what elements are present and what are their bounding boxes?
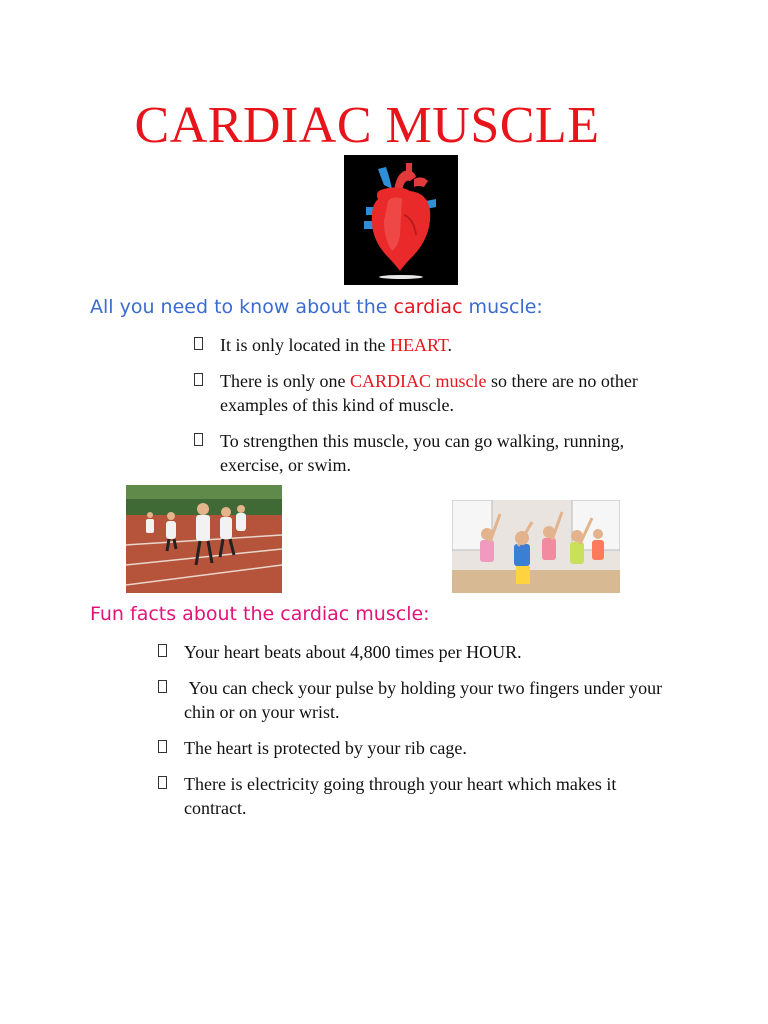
bullet-box-icon <box>158 644 167 657</box>
section-heading-fun-facts: Fun facts about the cardiac muscle: <box>90 603 430 625</box>
list-item <box>194 369 664 417</box>
list-item-text: There is electricity going through your heart which makes it contract. <box>184 774 617 818</box>
list-item-text: . <box>447 335 453 355</box>
bullet-box-icon <box>194 337 203 350</box>
list-item <box>194 429 664 477</box>
bullet-box-icon <box>158 740 167 753</box>
heart-illustration <box>344 155 458 285</box>
section-heading-know <box>90 296 543 318</box>
list-item-text: so there are no other examples of this kind of muscle. <box>220 371 638 415</box>
list-item-text: To strengthen this muscle, you can go walking, running, exercise, or swim. <box>220 431 625 475</box>
bullet-box-icon <box>194 433 203 446</box>
list-item-highlight: CARDIAC muscle <box>349 371 487 391</box>
list-item <box>158 676 668 724</box>
list-item <box>158 772 668 820</box>
list-item-text: It is only located in the <box>220 335 390 355</box>
fun-facts-list <box>158 640 668 832</box>
list-item <box>158 736 668 760</box>
heading-highlight: cardiac <box>393 296 463 318</box>
know-list <box>194 333 664 489</box>
heading-text: muscle: <box>462 296 543 318</box>
heart-icon <box>344 155 458 285</box>
bullet-box-icon <box>194 373 203 386</box>
list-item-text: The heart is protected by your rib cage. <box>184 738 467 758</box>
list-item-highlight: HEART <box>389 335 448 355</box>
page-title: CARDIAC MUSCLE <box>134 97 600 154</box>
list-item <box>158 640 668 664</box>
bullet-box-icon <box>158 776 167 789</box>
list-item-text: You can check your pulse by holding your two fingers under your chin or on your wrist. <box>184 678 667 722</box>
stretching-kids-photo <box>452 500 620 593</box>
list-item-text: Your heart beats about 4,800 times per HOUR. <box>184 642 522 662</box>
list-item <box>194 333 664 357</box>
list-item-text: There is only one <box>220 371 350 391</box>
heading-text: All you need to know about the <box>90 296 394 318</box>
bullet-box-icon <box>158 680 167 693</box>
running-kids-photo <box>126 485 282 593</box>
